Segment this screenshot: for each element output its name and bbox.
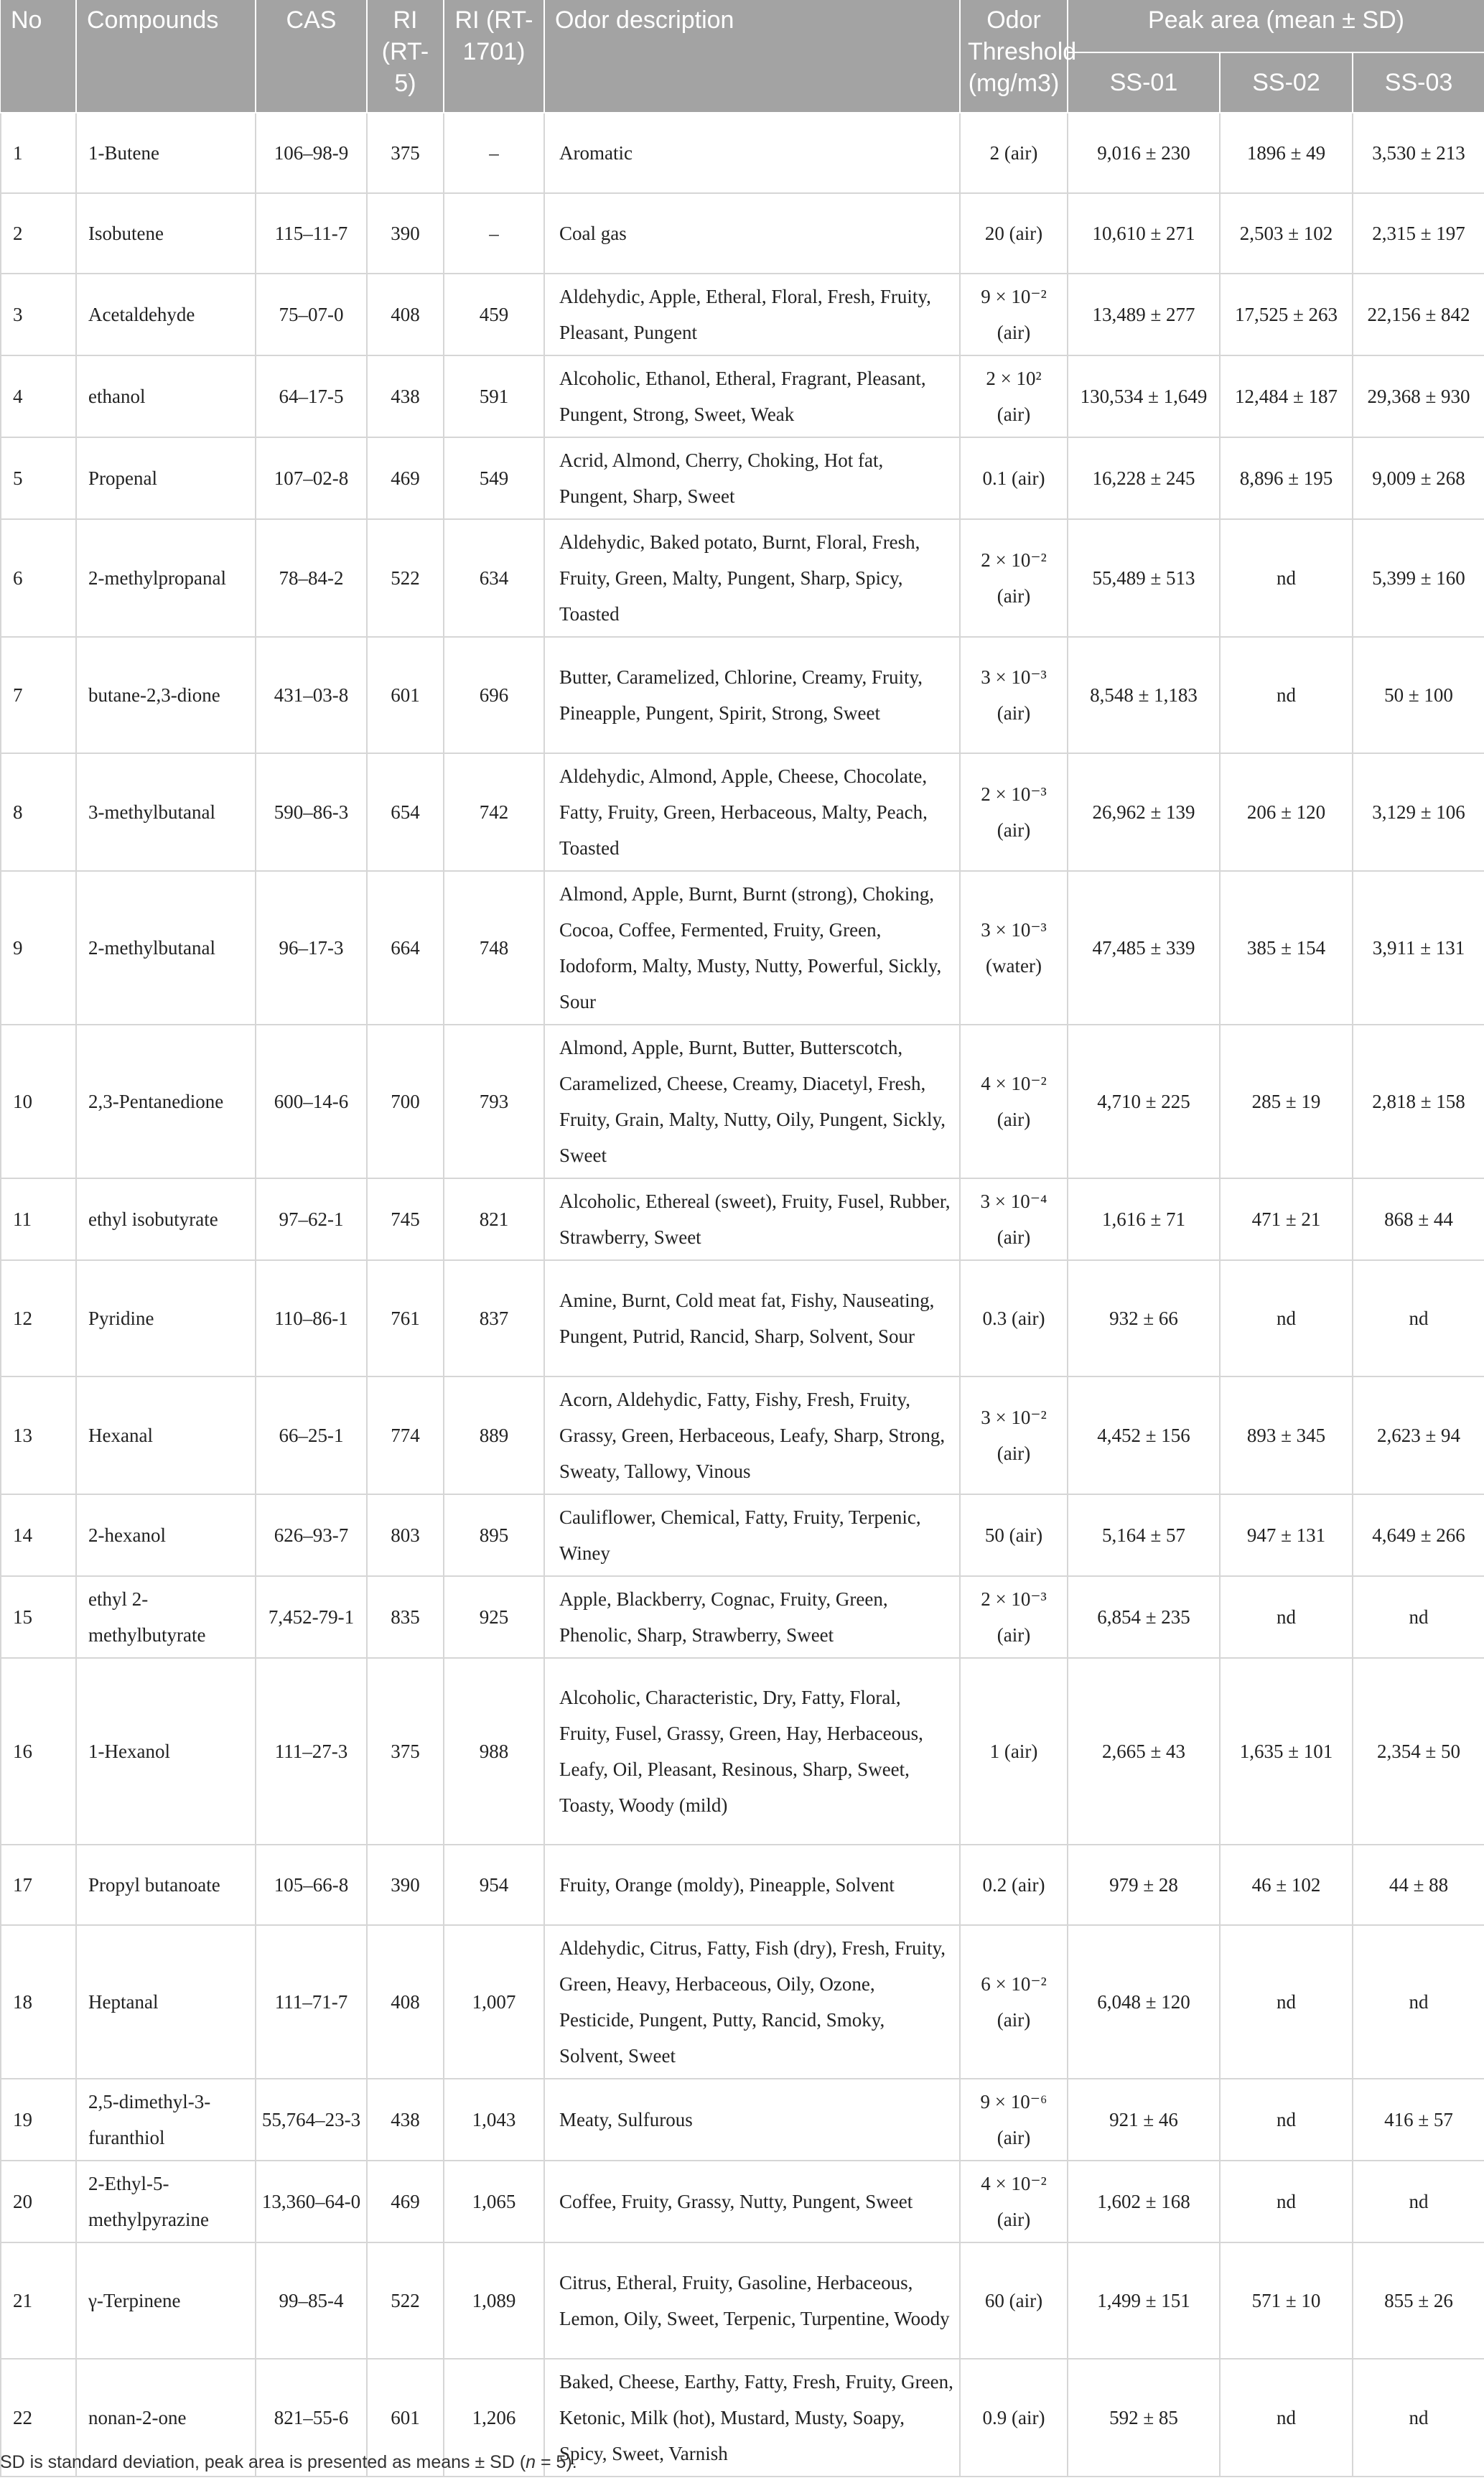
footnote-text: SD is standard deviation, peak area is presented as means ± SD ( (0, 2452, 526, 2472)
cell-cas: 66–25-1 (256, 1376, 367, 1494)
cell-ss03: 5,399 ± 160 (1353, 519, 1484, 637)
cell-odor-threshold: 2 × 10⁻² (air) (960, 519, 1068, 637)
cell-ri-rt1701: 1,206 (444, 2359, 544, 2477)
cell-no: 6 (1, 519, 76, 637)
cell-ss02: 17,525 ± 263 (1220, 274, 1353, 355)
cell-ss03: 2,818 ± 158 (1353, 1025, 1484, 1178)
cell-odor-threshold: 2 × 10⁻³ (air) (960, 1576, 1068, 1658)
cell-compound: 1-Butene (76, 113, 256, 193)
cell-ss03: nd (1353, 2359, 1484, 2477)
table-row (1, 193, 1484, 274)
cell-odor-description: Aromatic (544, 113, 960, 193)
cell-ss03: 2,623 ± 94 (1353, 1376, 1484, 1494)
cell-odor-description: Almond, Apple, Burnt, Burnt (strong), Choking, Cocoa, Coffee, Fermented, Fruity, Green, Iodoform, Malty, Musty, Nutty, Powerful, Sickly, Sour (544, 871, 960, 1025)
cell-odor-threshold: 0.1 (air) (960, 437, 1068, 519)
cell-ss01: 9,016 ± 230 (1068, 113, 1220, 193)
table-row (1, 2079, 1484, 2161)
cell-cas: 600–14-6 (256, 1025, 367, 1178)
cell-ss02: 947 ± 131 (1220, 1494, 1353, 1576)
table-row (1, 1658, 1484, 1845)
header-cas: CAS (256, 0, 367, 113)
cell-ss02: nd (1220, 519, 1353, 637)
cell-no: 5 (1, 437, 76, 519)
cell-compound: 2-methylbutanal (76, 871, 256, 1025)
cell-compound: Propyl butanoate (76, 1845, 256, 1925)
cell-ss01: 10,610 ± 271 (1068, 193, 1220, 274)
cell-ri-rt1701: – (444, 113, 544, 193)
cell-odor-threshold: 3 × 10⁻³ (water) (960, 871, 1068, 1025)
cell-ss01: 6,048 ± 120 (1068, 1925, 1220, 2079)
cell-ss03: 22,156 ± 842 (1353, 274, 1484, 355)
table-row (1, 519, 1484, 637)
cell-ss03: 4,649 ± 266 (1353, 1494, 1484, 1576)
table-body (1, 113, 1484, 2477)
cell-ss03: 44 ± 88 (1353, 1845, 1484, 1925)
cell-ri-rt5: 390 (367, 193, 444, 274)
cell-odor-description: Alcoholic, Ethanol, Etheral, Fragrant, Pleasant, Pungent, Strong, Sweet, Weak (544, 355, 960, 437)
cell-odor-threshold: 60 (air) (960, 2242, 1068, 2359)
cell-cas: 99–85-4 (256, 2242, 367, 2359)
cell-cas: 626–93-7 (256, 1494, 367, 1576)
cell-ss03: 2,354 ± 50 (1353, 1658, 1484, 1845)
table-row (1, 1025, 1484, 1178)
cell-ri-rt5: 835 (367, 1576, 444, 1658)
cell-ri-rt5: 774 (367, 1376, 444, 1494)
header-peak-area: Peak area (mean ± SD) (1068, 0, 1484, 52)
cell-ss01: 13,489 ± 277 (1068, 274, 1220, 355)
cell-odor-threshold: 0.2 (air) (960, 1845, 1068, 1925)
cell-ss01: 1,602 ± 168 (1068, 2161, 1220, 2242)
cell-cas: 106–98-9 (256, 113, 367, 193)
header-odor-description: Odor description (544, 0, 960, 113)
header-ri-rt1701: RI (RT-1701) (444, 0, 544, 113)
cell-odor-threshold: 6 × 10⁻² (air) (960, 1925, 1068, 2079)
cell-no: 15 (1, 1576, 76, 1658)
table-row (1, 1845, 1484, 1925)
table-row (1, 355, 1484, 437)
cell-ri-rt5: 469 (367, 2161, 444, 2242)
cell-no: 8 (1, 753, 76, 871)
cell-odor-threshold: 2 (air) (960, 113, 1068, 193)
header-no: No (1, 0, 76, 113)
cell-cas: 75–07-0 (256, 274, 367, 355)
cell-odor-description: Aldehydic, Citrus, Fatty, Fish (dry), Fresh, Fruity, Green, Heavy, Herbaceous, Oily, Ozone, Pesticide, Pungent, Putty, Rancid, Smoky, Solvent, Sweet (544, 1925, 960, 2079)
cell-ss01: 26,962 ± 139 (1068, 753, 1220, 871)
cell-odor-threshold: 2 × 10² (air) (960, 355, 1068, 437)
table-row (1, 437, 1484, 519)
cell-ri-rt1701: 459 (444, 274, 544, 355)
cell-ri-rt5: 761 (367, 1260, 444, 1376)
cell-ss01: 130,534 ± 1,649 (1068, 355, 1220, 437)
table-row (1, 871, 1484, 1025)
cell-compound: Isobutene (76, 193, 256, 274)
cell-ri-rt1701: 696 (444, 637, 544, 753)
footnote-text-end: = 5). (536, 2452, 577, 2472)
cell-ss02: 285 ± 19 (1220, 1025, 1353, 1178)
cell-ri-rt1701: 634 (444, 519, 544, 637)
cell-odor-description: Amine, Burnt, Cold meat fat, Fishy, Nauseating, Pungent, Putrid, Rancid, Sharp, Solvent, Sour (544, 1260, 960, 1376)
cell-ss02: 471 ± 21 (1220, 1178, 1353, 1260)
cell-ri-rt5: 375 (367, 113, 444, 193)
cell-ss01: 932 ± 66 (1068, 1260, 1220, 1376)
cell-ri-rt1701: 1,065 (444, 2161, 544, 2242)
cell-ss01: 4,710 ± 225 (1068, 1025, 1220, 1178)
cell-cas: 821–55-6 (256, 2359, 367, 2477)
cell-no: 16 (1, 1658, 76, 1845)
cell-odor-description: Aldehydic, Apple, Etheral, Floral, Fresh, Fruity, Pleasant, Pungent (544, 274, 960, 355)
cell-ri-rt1701: 549 (444, 437, 544, 519)
cell-ri-rt1701: 954 (444, 1845, 544, 1925)
cell-cas: 105–66-8 (256, 1845, 367, 1925)
cell-ss01: 8,548 ± 1,183 (1068, 637, 1220, 753)
cell-no: 14 (1, 1494, 76, 1576)
cell-no: 20 (1, 2161, 76, 2242)
cell-odor-description: Acorn, Aldehydic, Fatty, Fishy, Fresh, Fruity, Grassy, Green, Herbaceous, Leafy, Sharp, Strong, Sweaty, Tallowy, Vinous (544, 1376, 960, 1494)
cell-ri-rt5: 375 (367, 1658, 444, 1845)
cell-compound: 3-methylbutanal (76, 753, 256, 871)
cell-compound: γ-Terpinene (76, 2242, 256, 2359)
cell-no: 11 (1, 1178, 76, 1260)
cell-ss02: 12,484 ± 187 (1220, 355, 1353, 437)
cell-ss03: 9,009 ± 268 (1353, 437, 1484, 519)
cell-no: 3 (1, 274, 76, 355)
cell-ss02: nd (1220, 1260, 1353, 1376)
cell-odor-threshold: 20 (air) (960, 193, 1068, 274)
cell-ss03: 855 ± 26 (1353, 2242, 1484, 2359)
cell-ss01: 2,665 ± 43 (1068, 1658, 1220, 1845)
cell-ss03: 50 ± 100 (1353, 637, 1484, 753)
cell-no: 10 (1, 1025, 76, 1178)
cell-odor-description: Butter, Caramelized, Chlorine, Creamy, Fruity, Pineapple, Pungent, Spirit, Strong, Sweet (544, 637, 960, 753)
header-ss02: SS-02 (1220, 52, 1353, 113)
cell-odor-description: Acrid, Almond, Cherry, Choking, Hot fat, Pungent, Sharp, Sweet (544, 437, 960, 519)
cell-odor-description: Alcoholic, Ethereal (sweet), Fruity, Fusel, Rubber, Strawberry, Sweet (544, 1178, 960, 1260)
cell-odor-description: Baked, Cheese, Earthy, Fatty, Fresh, Fruity, Green, Ketonic, Milk (hot), Mustard, Musty, Soapy, Spicy, Sweet, Varnish (544, 2359, 960, 2477)
cell-ri-rt5: 601 (367, 2359, 444, 2477)
cell-compound: ethanol (76, 355, 256, 437)
cell-ri-rt1701: 1,043 (444, 2079, 544, 2161)
cell-ri-rt5: 745 (367, 1178, 444, 1260)
cell-odor-threshold: 4 × 10⁻² (air) (960, 1025, 1068, 1178)
cell-compound: ethyl isobutyrate (76, 1178, 256, 1260)
cell-compound: 2-hexanol (76, 1494, 256, 1576)
cell-compound: 1-Hexanol (76, 1658, 256, 1845)
cell-ss01: 979 ± 28 (1068, 1845, 1220, 1925)
cell-ss02: 893 ± 345 (1220, 1376, 1353, 1494)
cell-odor-description: Aldehydic, Almond, Apple, Cheese, Chocolate, Fatty, Fruity, Green, Herbaceous, Malty, Peach, Toasted (544, 753, 960, 871)
cell-ss03: 3,911 ± 131 (1353, 871, 1484, 1025)
cell-cas: 111–71-7 (256, 1925, 367, 2079)
cell-ri-rt5: 803 (367, 1494, 444, 1576)
cell-ri-rt1701: 1,007 (444, 1925, 544, 2079)
cell-cas: 97–62-1 (256, 1178, 367, 1260)
cell-ss02: 1,635 ± 101 (1220, 1658, 1353, 1845)
cell-ri-rt1701: – (444, 193, 544, 274)
cell-ss03: nd (1353, 2161, 1484, 2242)
cell-ri-rt1701: 742 (444, 753, 544, 871)
cell-odor-description: Fruity, Orange (moldy), Pineapple, Solvent (544, 1845, 960, 1925)
cell-no: 17 (1, 1845, 76, 1925)
cell-compound: Propenal (76, 437, 256, 519)
cell-ss03: nd (1353, 1260, 1484, 1376)
cell-ss03: nd (1353, 1925, 1484, 2079)
cell-ri-rt5: 408 (367, 274, 444, 355)
cell-ss03: 3,129 ± 106 (1353, 753, 1484, 871)
cell-compound: 2-Ethyl-5-methylpyrazine (76, 2161, 256, 2242)
footnote (0, 2452, 577, 2473)
cell-ri-rt5: 438 (367, 355, 444, 437)
cell-odor-description: Almond, Apple, Burnt, Butter, Butterscotch, Caramelized, Cheese, Creamy, Diacetyl, Fresh, Fruity, Grain, Malty, Nutty, Oily, Pungent, Sickly, Sweet (544, 1025, 960, 1178)
cell-ss03: 416 ± 57 (1353, 2079, 1484, 2161)
header-odor-threshold: Odor Threshold (mg/m3) (960, 0, 1068, 113)
cell-odor-threshold: 50 (air) (960, 1494, 1068, 1576)
table-row (1, 637, 1484, 753)
cell-ss01: 4,452 ± 156 (1068, 1376, 1220, 1494)
cell-odor-description: Apple, Blackberry, Cognac, Fruity, Green, Phenolic, Sharp, Strawberry, Sweet (544, 1576, 960, 1658)
cell-compound: Pyridine (76, 1260, 256, 1376)
table-row (1, 1260, 1484, 1376)
cell-compound: Hexanal (76, 1376, 256, 1494)
cell-ri-rt1701: 1,089 (444, 2242, 544, 2359)
table-row (1, 1178, 1484, 1260)
table-row (1, 1576, 1484, 1658)
cell-cas: 13,360–64-0 (256, 2161, 367, 2242)
cell-odor-description: Citrus, Etheral, Fruity, Gasoline, Herbaceous, Lemon, Oily, Sweet, Terpenic, Turpentine, Woody (544, 2242, 960, 2359)
cell-odor-threshold: 9 × 10⁻² (air) (960, 274, 1068, 355)
cell-no: 9 (1, 871, 76, 1025)
table-header (1, 0, 1484, 113)
cell-ss02: nd (1220, 1576, 1353, 1658)
cell-cas: 431–03-8 (256, 637, 367, 753)
cell-ri-rt5: 654 (367, 753, 444, 871)
cell-ss02: nd (1220, 637, 1353, 753)
cell-compound: ethyl 2-methylbutyrate (76, 1576, 256, 1658)
cell-odor-threshold: 3 × 10⁻³ (air) (960, 637, 1068, 753)
cell-ss02: 46 ± 102 (1220, 1845, 1353, 1925)
cell-no: 12 (1, 1260, 76, 1376)
cell-odor-threshold: 9 × 10⁻⁶ (air) (960, 2079, 1068, 2161)
cell-ss02: nd (1220, 2359, 1353, 2477)
cell-compound: butane-2,3-dione (76, 637, 256, 753)
cell-no: 19 (1, 2079, 76, 2161)
cell-compound: Acetaldehyde (76, 274, 256, 355)
cell-ss01: 55,489 ± 513 (1068, 519, 1220, 637)
cell-ss01: 1,499 ± 151 (1068, 2242, 1220, 2359)
cell-ri-rt1701: 988 (444, 1658, 544, 1845)
cell-ri-rt1701: 591 (444, 355, 544, 437)
cell-ri-rt5: 522 (367, 2242, 444, 2359)
cell-ss03: 2,315 ± 197 (1353, 193, 1484, 274)
table-row (1, 1376, 1484, 1494)
cell-ri-rt5: 700 (367, 1025, 444, 1178)
cell-odor-threshold: 3 × 10⁻² (air) (960, 1376, 1068, 1494)
cell-ss02: nd (1220, 2161, 1353, 2242)
cell-cas: 107–02-8 (256, 437, 367, 519)
footnote-n: n (526, 2452, 536, 2472)
cell-ss02: 571 ± 10 (1220, 2242, 1353, 2359)
cell-ri-rt5: 469 (367, 437, 444, 519)
cell-ri-rt1701: 793 (444, 1025, 544, 1178)
cell-no: 2 (1, 193, 76, 274)
cell-cas: 96–17-3 (256, 871, 367, 1025)
cell-no: 7 (1, 637, 76, 753)
table-row (1, 2161, 1484, 2242)
cell-ri-rt5: 438 (367, 2079, 444, 2161)
cell-ri-rt1701: 895 (444, 1494, 544, 1576)
header-compounds: Compounds (76, 0, 256, 113)
cell-odor-description: Aldehydic, Baked potato, Burnt, Floral, Fresh, Fruity, Green, Malty, Pungent, Sharp, Spicy, Toasted (544, 519, 960, 637)
cell-no: 4 (1, 355, 76, 437)
cell-compound: 2,3-Pentanedione (76, 1025, 256, 1178)
cell-cas: 111–27-3 (256, 1658, 367, 1845)
cell-ss01: 592 ± 85 (1068, 2359, 1220, 2477)
cell-cas: 7,452-79-1 (256, 1576, 367, 1658)
cell-ri-rt5: 664 (367, 871, 444, 1025)
cell-ri-rt5: 408 (367, 1925, 444, 2079)
cell-cas: 55,764–23-3 (256, 2079, 367, 2161)
cell-ri-rt1701: 748 (444, 871, 544, 1025)
cell-no: 21 (1, 2242, 76, 2359)
header-ri-rt5: RI (RT-5) (367, 0, 444, 113)
cell-odor-threshold: 2 × 10⁻³ (air) (960, 753, 1068, 871)
header-ss01: SS-01 (1068, 52, 1220, 113)
cell-compound: 2,5-dimethyl-3-furanthiol (76, 2079, 256, 2161)
cell-ss01: 6,854 ± 235 (1068, 1576, 1220, 1658)
cell-ri-rt1701: 837 (444, 1260, 544, 1376)
cell-odor-description: Cauliflower, Chemical, Fatty, Fruity, Terpenic, Winey (544, 1494, 960, 1576)
cell-ss03: nd (1353, 1576, 1484, 1658)
table-row (1, 753, 1484, 871)
cell-ss02: nd (1220, 2079, 1353, 2161)
cell-odor-threshold: 1 (air) (960, 1658, 1068, 1845)
cell-cas: 110–86-1 (256, 1260, 367, 1376)
cell-no: 13 (1, 1376, 76, 1494)
table-row (1, 113, 1484, 193)
cell-ss02: 206 ± 120 (1220, 753, 1353, 871)
header-ss03: SS-03 (1353, 52, 1484, 113)
cell-ss02: 8,896 ± 195 (1220, 437, 1353, 519)
cell-ss03: 29,368 ± 930 (1353, 355, 1484, 437)
cell-ri-rt1701: 925 (444, 1576, 544, 1658)
cell-ri-rt5: 390 (367, 1845, 444, 1925)
cell-compound: nonan-2-one (76, 2359, 256, 2477)
table-row (1, 2242, 1484, 2359)
table-row (1, 1925, 1484, 2079)
cell-compound: Heptanal (76, 1925, 256, 2079)
cell-odor-threshold: 3 × 10⁻⁴ (air) (960, 1178, 1068, 1260)
cell-ss03: 868 ± 44 (1353, 1178, 1484, 1260)
cell-cas: 115–11-7 (256, 193, 367, 274)
cell-odor-threshold: 0.3 (air) (960, 1260, 1068, 1376)
cell-ss01: 16,228 ± 245 (1068, 437, 1220, 519)
cell-ri-rt5: 522 (367, 519, 444, 637)
cell-ss02: 385 ± 154 (1220, 871, 1353, 1025)
cell-ss02: 1896 ± 49 (1220, 113, 1353, 193)
cell-no: 22 (1, 2359, 76, 2477)
cell-odor-threshold: 4 × 10⁻² (air) (960, 2161, 1068, 2242)
cell-ss01: 1,616 ± 71 (1068, 1178, 1220, 1260)
cell-ss02: 2,503 ± 102 (1220, 193, 1353, 274)
cell-odor-threshold: 0.9 (air) (960, 2359, 1068, 2477)
cell-cas: 64–17-5 (256, 355, 367, 437)
cell-odor-description: Coal gas (544, 193, 960, 274)
cell-cas: 590–86-3 (256, 753, 367, 871)
cell-compound: 2-methylpropanal (76, 519, 256, 637)
cell-odor-description: Coffee, Fruity, Grassy, Nutty, Pungent, Sweet (544, 2161, 960, 2242)
cell-odor-description: Meaty, Sulfurous (544, 2079, 960, 2161)
cell-ss02: nd (1220, 1925, 1353, 2079)
cell-no: 18 (1, 1925, 76, 2079)
cell-ss01: 5,164 ± 57 (1068, 1494, 1220, 1576)
cell-odor-description: Alcoholic, Characteristic, Dry, Fatty, Floral, Fruity, Fusel, Grassy, Green, Hay, Herbaceous, Leafy, Oil, Pleasant, Resinous, Sharp, Sweet, Toasty, Woody (mild) (544, 1658, 960, 1845)
table-row (1, 274, 1484, 355)
cell-ri-rt1701: 889 (444, 1376, 544, 1494)
table-row (1, 1494, 1484, 1576)
cell-ss03: 3,530 ± 213 (1353, 113, 1484, 193)
cell-ri-rt5: 601 (367, 637, 444, 753)
cell-ss01: 921 ± 46 (1068, 2079, 1220, 2161)
cell-cas: 78–84-2 (256, 519, 367, 637)
cell-no: 1 (1, 113, 76, 193)
cell-ss01: 47,485 ± 339 (1068, 871, 1220, 1025)
cell-ri-rt1701: 821 (444, 1178, 544, 1260)
